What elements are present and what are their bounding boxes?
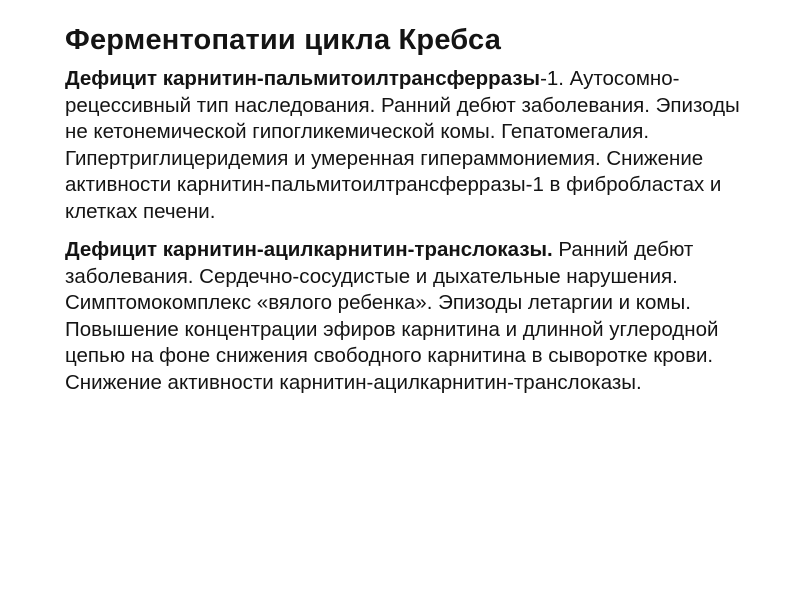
paragraph-text: Ранний дебют заболевания. Сердечно-сосудистые и дыхательные нарушения. Симптомокомплекс «вялого ребенка». Эпизоды летаргии и комы. Повышение концентрации эфиров карнитина и длинной углеродной цепью на фоне снижения свободного карнитина в сыворотке крови. Снижение активности карнитин-ацилкарнитин-транслоказы. — [65, 238, 719, 394]
slide — [65, 20, 765, 408]
paragraph-term: Дефицит карнитин-ацилкарнитин-транслоказы. — [65, 238, 553, 261]
slide-title: Ферментопатии цикла Кребса — [65, 24, 502, 56]
paragraph-text: -1. Аутосомно-рецессивный тип наследования. Ранний дебют заболевания. Эпизоды не кетонемической гипогликемической комы. Гепатомегалия. Гипертриглицеридемия и умеренная гипераммониемия. Снижение активности карнитин-пальмитоилтрансферразы-1 в фибробластах и клетках печени. — [65, 67, 740, 223]
paragraph-term: Дефицит карнитин-пальмитоилтрансферразы — [65, 67, 541, 90]
paragraph-cpt1-deficiency — [65, 66, 765, 225]
paragraph-cact-deficiency — [65, 237, 765, 396]
